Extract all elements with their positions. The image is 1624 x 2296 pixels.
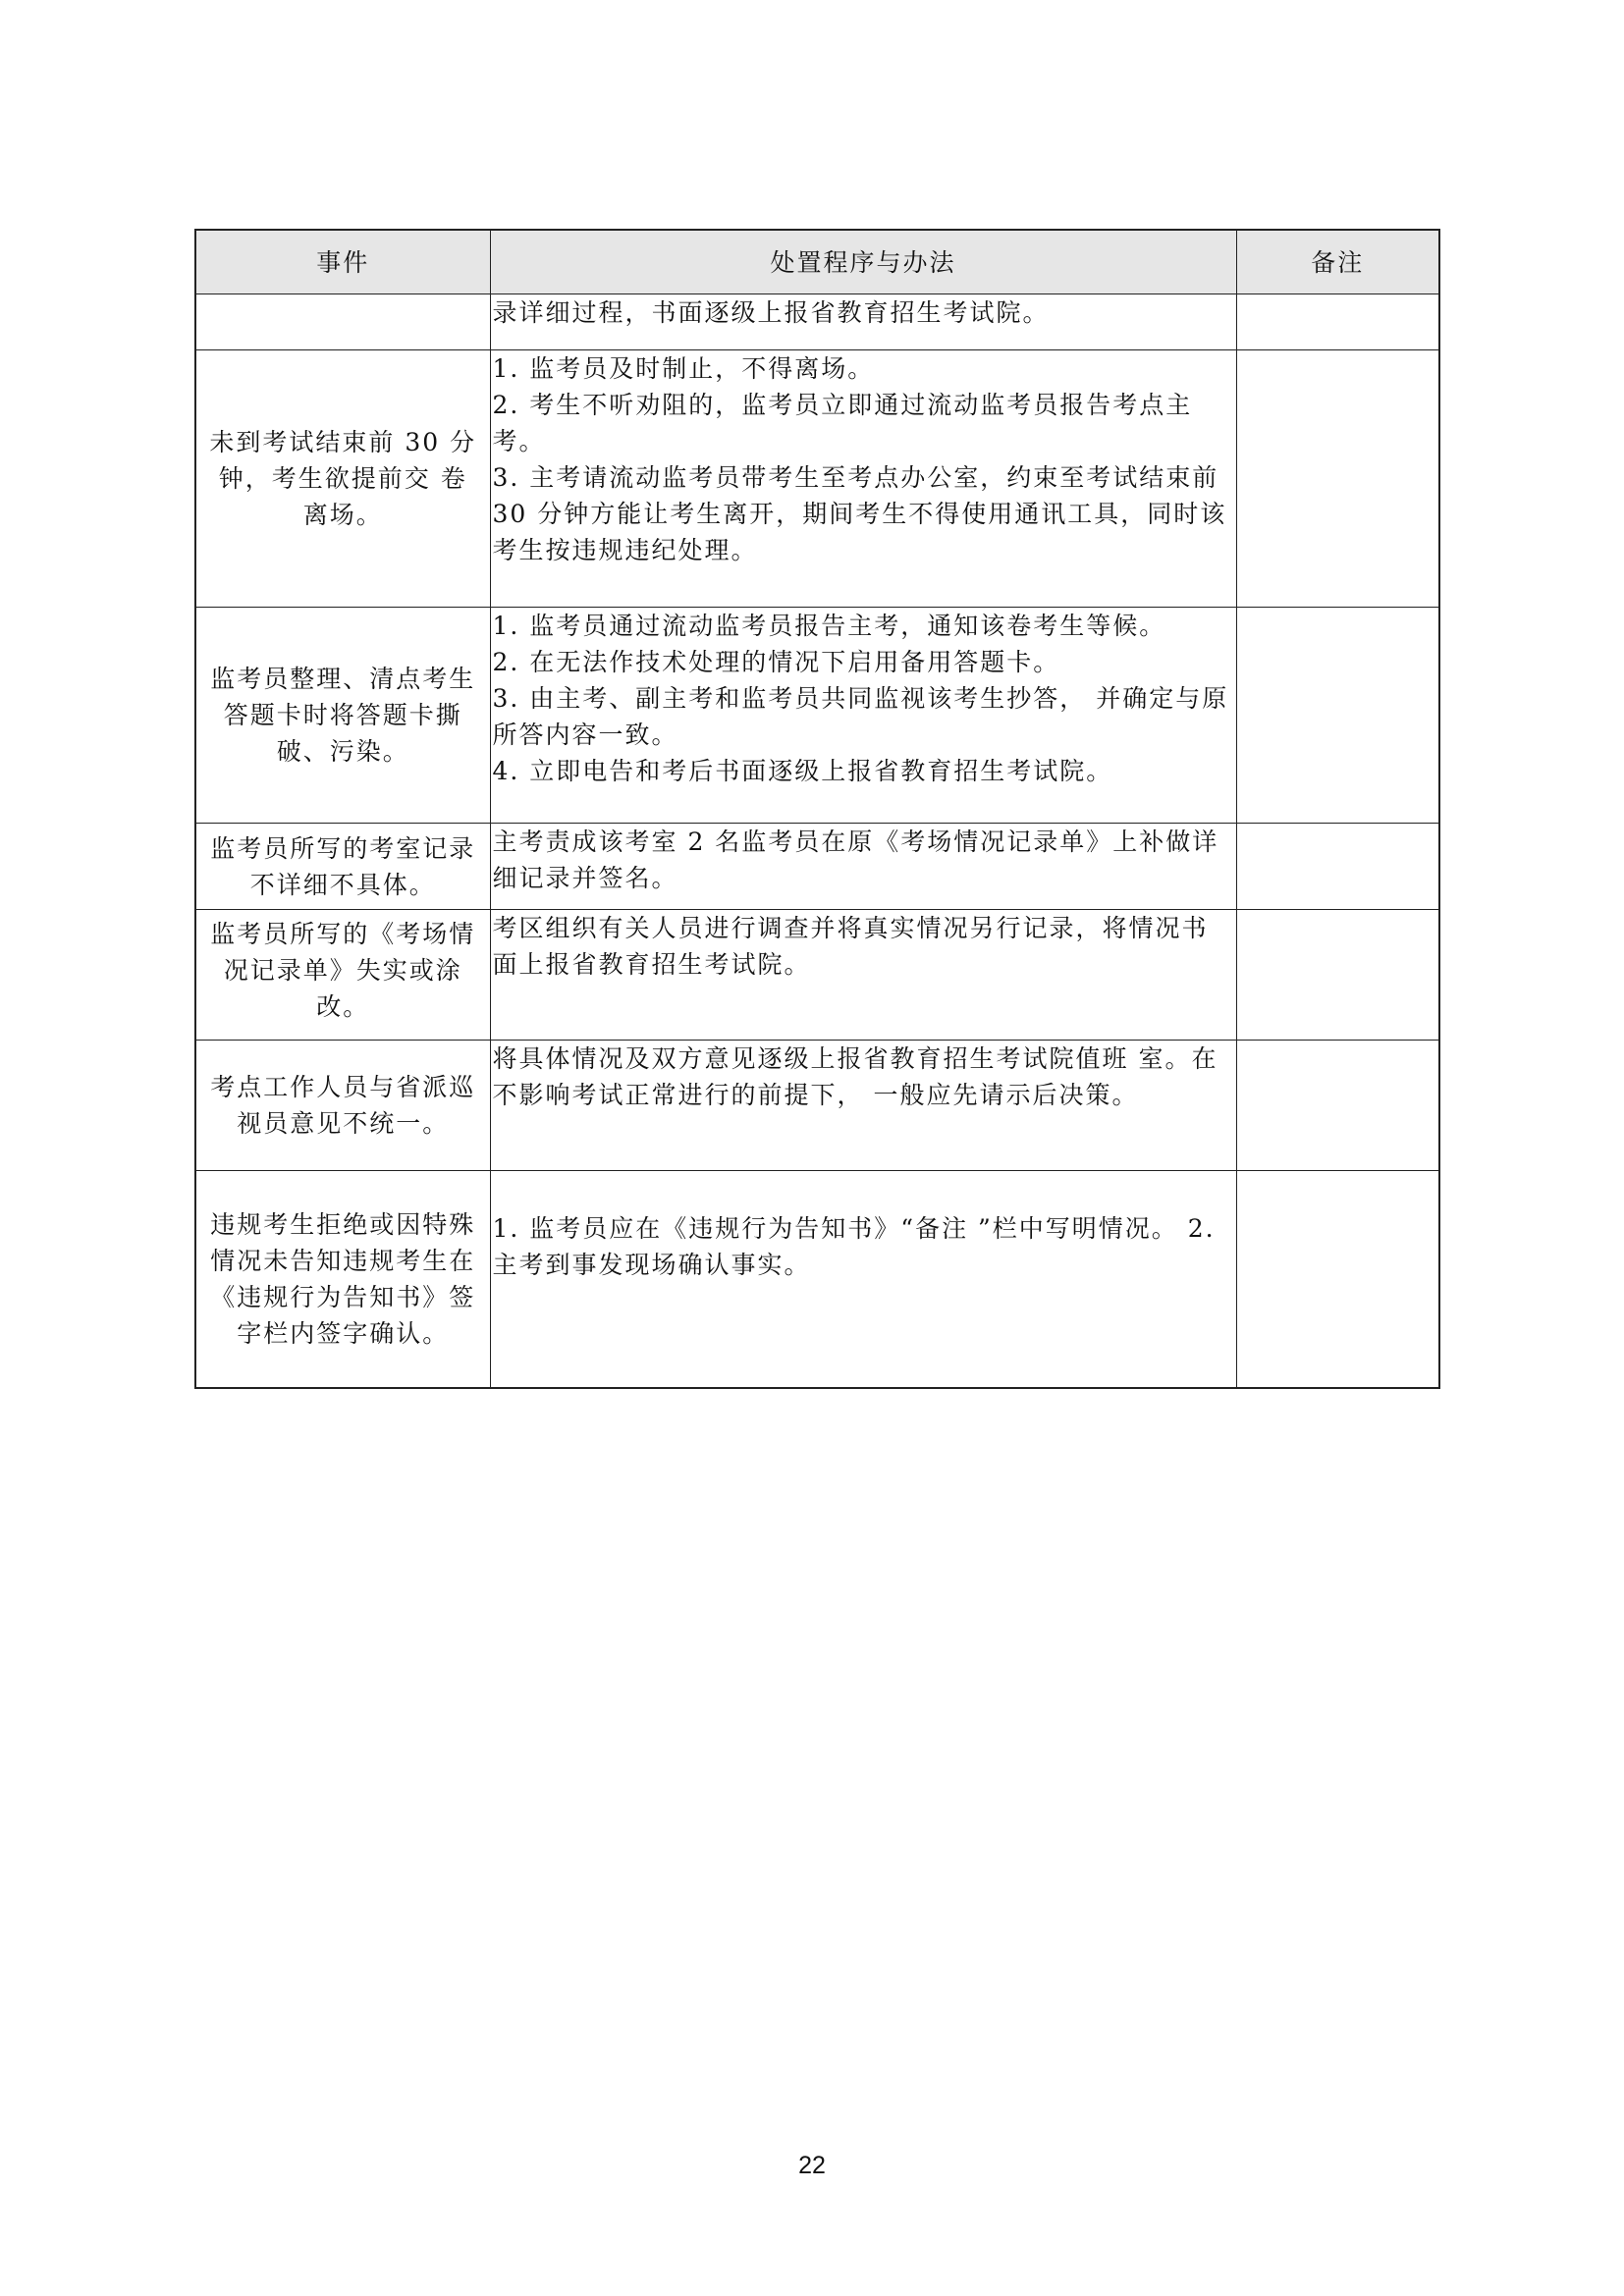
- procedure-cell: [490, 1171, 1236, 1388]
- procedure-cell: [490, 910, 1236, 1041]
- note-cell: [1236, 824, 1439, 910]
- table-row: [195, 350, 1439, 608]
- procedure-line: 1. 监考员通过流动监考员报告主考，通知该卷考生等候。: [492, 612, 1166, 640]
- event-cell: 违规考生拒绝或因特殊情况未告知违规考生在《违规行为告知书》签字栏内签字确认。: [195, 1171, 490, 1388]
- procedure-line: 1. 监考员应在《违规行为告知书》“备注 ”栏中写明情况。 2. 主考到事发现场确认事实。: [492, 1214, 1216, 1279]
- table-row: [195, 1041, 1439, 1171]
- event-cell: [195, 294, 490, 350]
- table-row: [195, 824, 1439, 910]
- procedure-line: 主考责成该考室 2 名监考员在原《考场情况记录单》上补做详细记录并签名。: [492, 828, 1219, 892]
- event-cell: 未到考试结束前 30 分钟，考生欲提前交 卷离场。: [195, 350, 490, 608]
- procedure-line: 4. 立即电告和考后书面逐级上报省教育招生考试院。: [492, 757, 1113, 785]
- table-row: [195, 294, 1439, 350]
- header-note: 备注: [1236, 230, 1439, 294]
- note-cell: [1236, 294, 1439, 350]
- event-cell: 考点工作人员与省派巡视员意见不统一。: [195, 1041, 490, 1171]
- event-cell: 监考员所写的《考场情况记录单》失实或涂改。: [195, 910, 490, 1041]
- procedure-line: 录详细过程，书面逐级上报省教育招生考试院。: [492, 298, 1050, 327]
- note-cell: [1236, 350, 1439, 608]
- table-row: [195, 608, 1439, 824]
- procedure-cell: [490, 608, 1236, 824]
- procedure-line: 2. 在无法作技术处理的情况下启用备用答题卡。: [492, 648, 1060, 676]
- note-cell: [1236, 1171, 1439, 1388]
- page-number: 22: [798, 2152, 826, 2179]
- table-header-row: [195, 230, 1439, 294]
- procedure-line: 3. 主考请流动监考员带考生至考点办公室，约束至考试结束前 30 分钟方能让考生离开，期间考生不得使用通讯工具，同时该考生按违规违纪处理。: [492, 463, 1227, 564]
- disposal-table: [194, 229, 1440, 1389]
- procedure-line: 3. 由主考、副主考和监考员共同监视该考生抄答， 并确定与原所答内容一致。: [492, 684, 1229, 749]
- header-event: 事件: [195, 230, 490, 294]
- event-cell: 监考员所写的考室记录不详细不具体。: [195, 824, 490, 910]
- procedure-line: 考区组织有关人员进行调查并将真实情况另行记录，将情况书面上报省教育招生考试院。: [492, 914, 1209, 979]
- event-cell: 监考员整理、清点考生答题卡时将答题卡撕破、污染。: [195, 608, 490, 824]
- procedure-line: 2. 考生不听劝阻的，监考员立即通过流动监考员报告考点主考。: [492, 391, 1193, 455]
- procedure-cell: [490, 294, 1236, 350]
- procedure-cell: [490, 824, 1236, 910]
- note-cell: [1236, 1041, 1439, 1171]
- procedure-line: 将具体情况及双方意见逐级上报省教育招生考试院值班 室。在不影响考试正常进行的前提下， 一般应先请示后决策。: [492, 1044, 1218, 1109]
- table-row: [195, 910, 1439, 1041]
- procedure-cell: [490, 350, 1236, 608]
- procedure-line: 1. 监考员及时制止，不得离场。: [492, 354, 875, 383]
- note-cell: [1236, 910, 1439, 1041]
- table-row: [195, 1171, 1439, 1388]
- header-procedure: 处置程序与办法: [490, 230, 1236, 294]
- procedure-cell: [490, 1041, 1236, 1171]
- note-cell: [1236, 608, 1439, 824]
